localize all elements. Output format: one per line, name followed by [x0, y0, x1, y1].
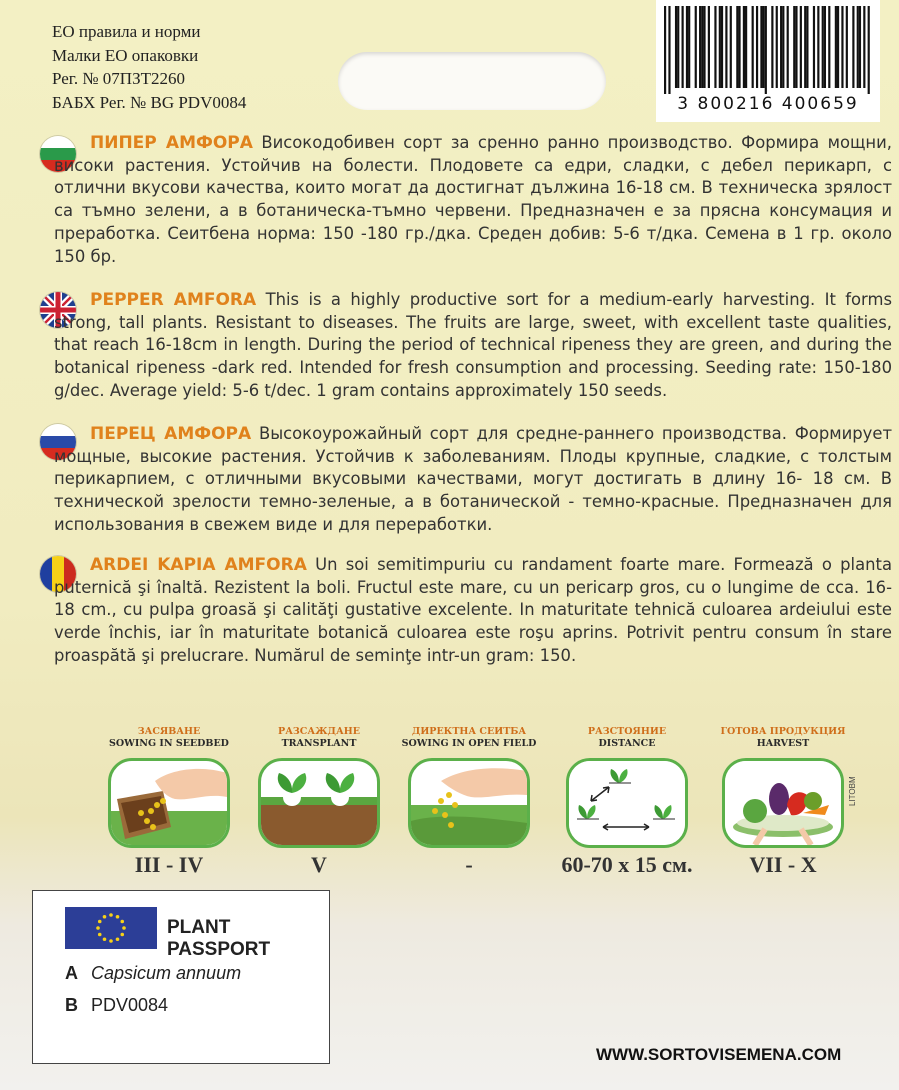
barcode-bar	[701, 6, 703, 88]
body-ro: Un soi semitimpuriu cu randament foarte mare. Formează o planta puternică şi înaltă. Rezistent la boli. Fructul este mare, cu un pericarp gros, cu o lungime de cca. 16-18 cm., cu pulpa groasă şi calităţi gustative excelente. In maturitate tehnică culoarea ardeiului este verde închis, iar în maturitate botanică culoarea este roşu aprins. Potrivit pentru consum în stare proaspătă şi prelucrare. Numărul de seminţe intr-un gram: 150.	[54, 555, 892, 665]
eu-star	[98, 920, 102, 924]
barcode-bar	[730, 6, 732, 88]
row-b-label: B	[65, 995, 78, 1015]
transplant-icon	[258, 758, 380, 848]
description-bg	[54, 132, 892, 268]
passport-row-a	[65, 963, 241, 984]
printer-mark: LITOBM	[848, 776, 857, 806]
description-ru	[54, 423, 892, 537]
body-ru: Высокоурожайный сорт для средне-раннего производства. Формирует мощные, высокие растения. Устойчив к заболеваниям. Плоды крупные, сладкие, с толстым перикарпием, с отличными вкусовыми качествами, могут достигать в длину 16- 18 см. В технической зрелости темно-зеленые, а в ботанической - темно-красные. Предназначен для использования в свежем виде и для переработки.	[54, 424, 892, 534]
barcode-bar	[695, 6, 697, 88]
barcode-bar	[863, 6, 865, 88]
row-b-value: PDV0084	[91, 995, 169, 1015]
icon-title-bg: ЗАСЯВАНЕ	[137, 726, 201, 737]
sowing-in-seedbed-icon	[108, 758, 230, 848]
barcode-bar	[736, 6, 738, 88]
barcode-bar	[668, 6, 670, 94]
eu-star	[116, 915, 120, 919]
eu-star	[116, 937, 120, 941]
transplant-column	[248, 726, 390, 878]
icon-value: V	[311, 852, 327, 877]
icon-title-bg: РАЗСАЖДАНЕ	[278, 726, 360, 737]
barcode-digits: 3 800216 400659	[677, 94, 859, 114]
description-ro	[54, 554, 892, 668]
title-ro: ARDEI KAPIA AMFORA	[90, 555, 307, 575]
eu-flag-icon	[65, 907, 157, 949]
barcode-bar	[795, 6, 797, 88]
barcode-bar	[714, 6, 716, 88]
distance-column	[556, 726, 698, 878]
reg-line-3: Рег. № 07ПЗТ2260	[52, 69, 185, 88]
barcode-bar	[719, 6, 721, 88]
barcode-bar	[787, 6, 789, 88]
passport-title: PLANT PASSPORT	[167, 917, 271, 960]
barcode-bar	[703, 6, 705, 88]
barcode-bar	[756, 6, 758, 88]
icon-value: III - IV	[134, 852, 204, 877]
website-url: WWW.SORTOVISEMENA.COM	[596, 1045, 842, 1064]
harvest-column	[712, 726, 854, 878]
barcode	[656, 0, 880, 122]
barcode-bar	[859, 6, 861, 88]
registration-info	[52, 20, 246, 114]
barcode-bar	[868, 6, 870, 94]
barcode-bar	[745, 6, 747, 88]
body-en: This is a highly productive sort for a medium-early harvesting. It forms strong, tall plants. Resistant to diseases. The fruits are large, sweet, with excellent taste qualities, that reach 16-18cm in length. During the period of technical ripeness they are green, and during the botanical ripeness -dark red. Intended for fresh consumption and processing. Seeding rate: 150-180 g/dec. Average yield: 5-6 t/dec. 1 gram contains approximately 150 seeds.	[54, 290, 893, 400]
eu-star	[120, 920, 124, 924]
barcode-bar	[822, 6, 824, 88]
row-a-label: A	[65, 963, 78, 983]
barcode-bar	[835, 6, 837, 88]
barcode-bar	[765, 6, 767, 94]
barcode-bar	[813, 6, 815, 88]
barcode-bars	[664, 6, 872, 94]
reg-line-1: ЕО правила и норми	[52, 22, 201, 41]
barcode-bar	[664, 6, 666, 94]
barcode-bar	[686, 6, 688, 88]
barcode-bar	[760, 6, 762, 88]
row-a-value: Capsicum annuum	[91, 963, 242, 983]
icon-title-en: HARVEST	[756, 738, 810, 749]
barcode-bar	[776, 6, 778, 88]
title-en: PEPPER AMFORA	[90, 290, 257, 310]
barcode-bar	[793, 6, 795, 88]
eu-star	[120, 933, 124, 937]
barcode-bar	[782, 6, 784, 88]
eu-star	[103, 937, 107, 941]
barcode-bar	[682, 6, 684, 88]
barcode-bar	[752, 6, 754, 88]
reg-line-4: БАБХ Рег. № BG PDV0084	[52, 92, 247, 112]
eu-star	[109, 939, 113, 943]
barcode-bar	[743, 6, 745, 88]
barcode-bar	[675, 6, 677, 88]
barcode-bar	[837, 6, 839, 88]
distance-icon	[566, 758, 688, 848]
passport-row-b	[65, 995, 168, 1016]
icon-value: 60-70 x 15 см.	[561, 852, 693, 877]
eu-star	[98, 933, 102, 937]
icon-title-bg: РАЗСТОЯНИЕ	[587, 726, 667, 737]
barcode-bar	[738, 6, 740, 88]
direct-sowing-icon	[408, 758, 530, 848]
reg-line-2: Малки ЕО опаковки	[52, 45, 199, 65]
barcode-bar	[780, 6, 782, 88]
barcode-bar	[857, 6, 859, 88]
barcode-bar	[721, 6, 723, 88]
barcode-bar	[708, 6, 710, 88]
harvest-icon	[722, 758, 844, 848]
barcode-bar	[677, 6, 679, 88]
plant-passport	[32, 890, 330, 1064]
barcode-bar	[725, 6, 727, 88]
sowing-in-seedbed-column	[98, 726, 240, 878]
eu-star	[103, 915, 107, 919]
barcode-bar	[763, 6, 765, 88]
icon-title-bg: ДИРЕКТНА СЕИТБА	[411, 726, 527, 737]
barcode-bar	[771, 6, 773, 88]
barcode-bar	[846, 6, 848, 88]
title-ru: ПЕРЕЦ АМФОРА	[90, 424, 252, 444]
barcode-bar	[800, 6, 802, 88]
icon-value: VII - X	[749, 852, 817, 877]
icon-title-bg: ГОТОВА ПРОДУКЦИЯ	[720, 726, 846, 737]
icon-title-en: TRANSPLANT	[281, 738, 357, 749]
barcode-bar	[828, 6, 830, 88]
barcode-bar	[817, 6, 819, 88]
eu-star	[96, 926, 100, 930]
eu-star	[109, 913, 113, 917]
barcode-bar	[699, 6, 701, 88]
body-bg: Високодобивен сорт за сренно ранно производство. Формира мощни, високи растения. Устойчив на болести. Плодовете са едри, сладки, с дебел перикарп, с отлични вкусови качества, които могат да достигнат дължина 16-18 см. В техническа зрялост са тъмно зелени, а в ботаническа-тъмно червени. Предназначен е за прясна консумация и преработка. Сеитбена норма: 150 -180 гр./дка. Среден добив: 5-6 т/дка. Семена в 1 гр. около 150 бр.	[54, 133, 892, 266]
direct-sowing-column	[398, 726, 540, 878]
barcode-bar	[806, 6, 808, 88]
icon-title-en: SOWING IN OPEN FIELD	[401, 738, 537, 749]
icon-title-en: SOWING IN SEEDBED	[109, 738, 229, 749]
barcode-bar	[688, 6, 690, 88]
barcode-bar	[824, 6, 826, 88]
eu-star	[122, 926, 126, 930]
barcode-bar	[841, 6, 843, 88]
title-bg: ПИПЕР АМФОРА	[90, 133, 253, 153]
icon-title-en: DISTANCE	[598, 738, 656, 749]
hang-hole	[338, 52, 606, 110]
barcode-bar	[852, 6, 854, 88]
icon-value: -	[465, 852, 473, 877]
description-en	[54, 289, 892, 403]
barcode-bar	[804, 6, 806, 88]
